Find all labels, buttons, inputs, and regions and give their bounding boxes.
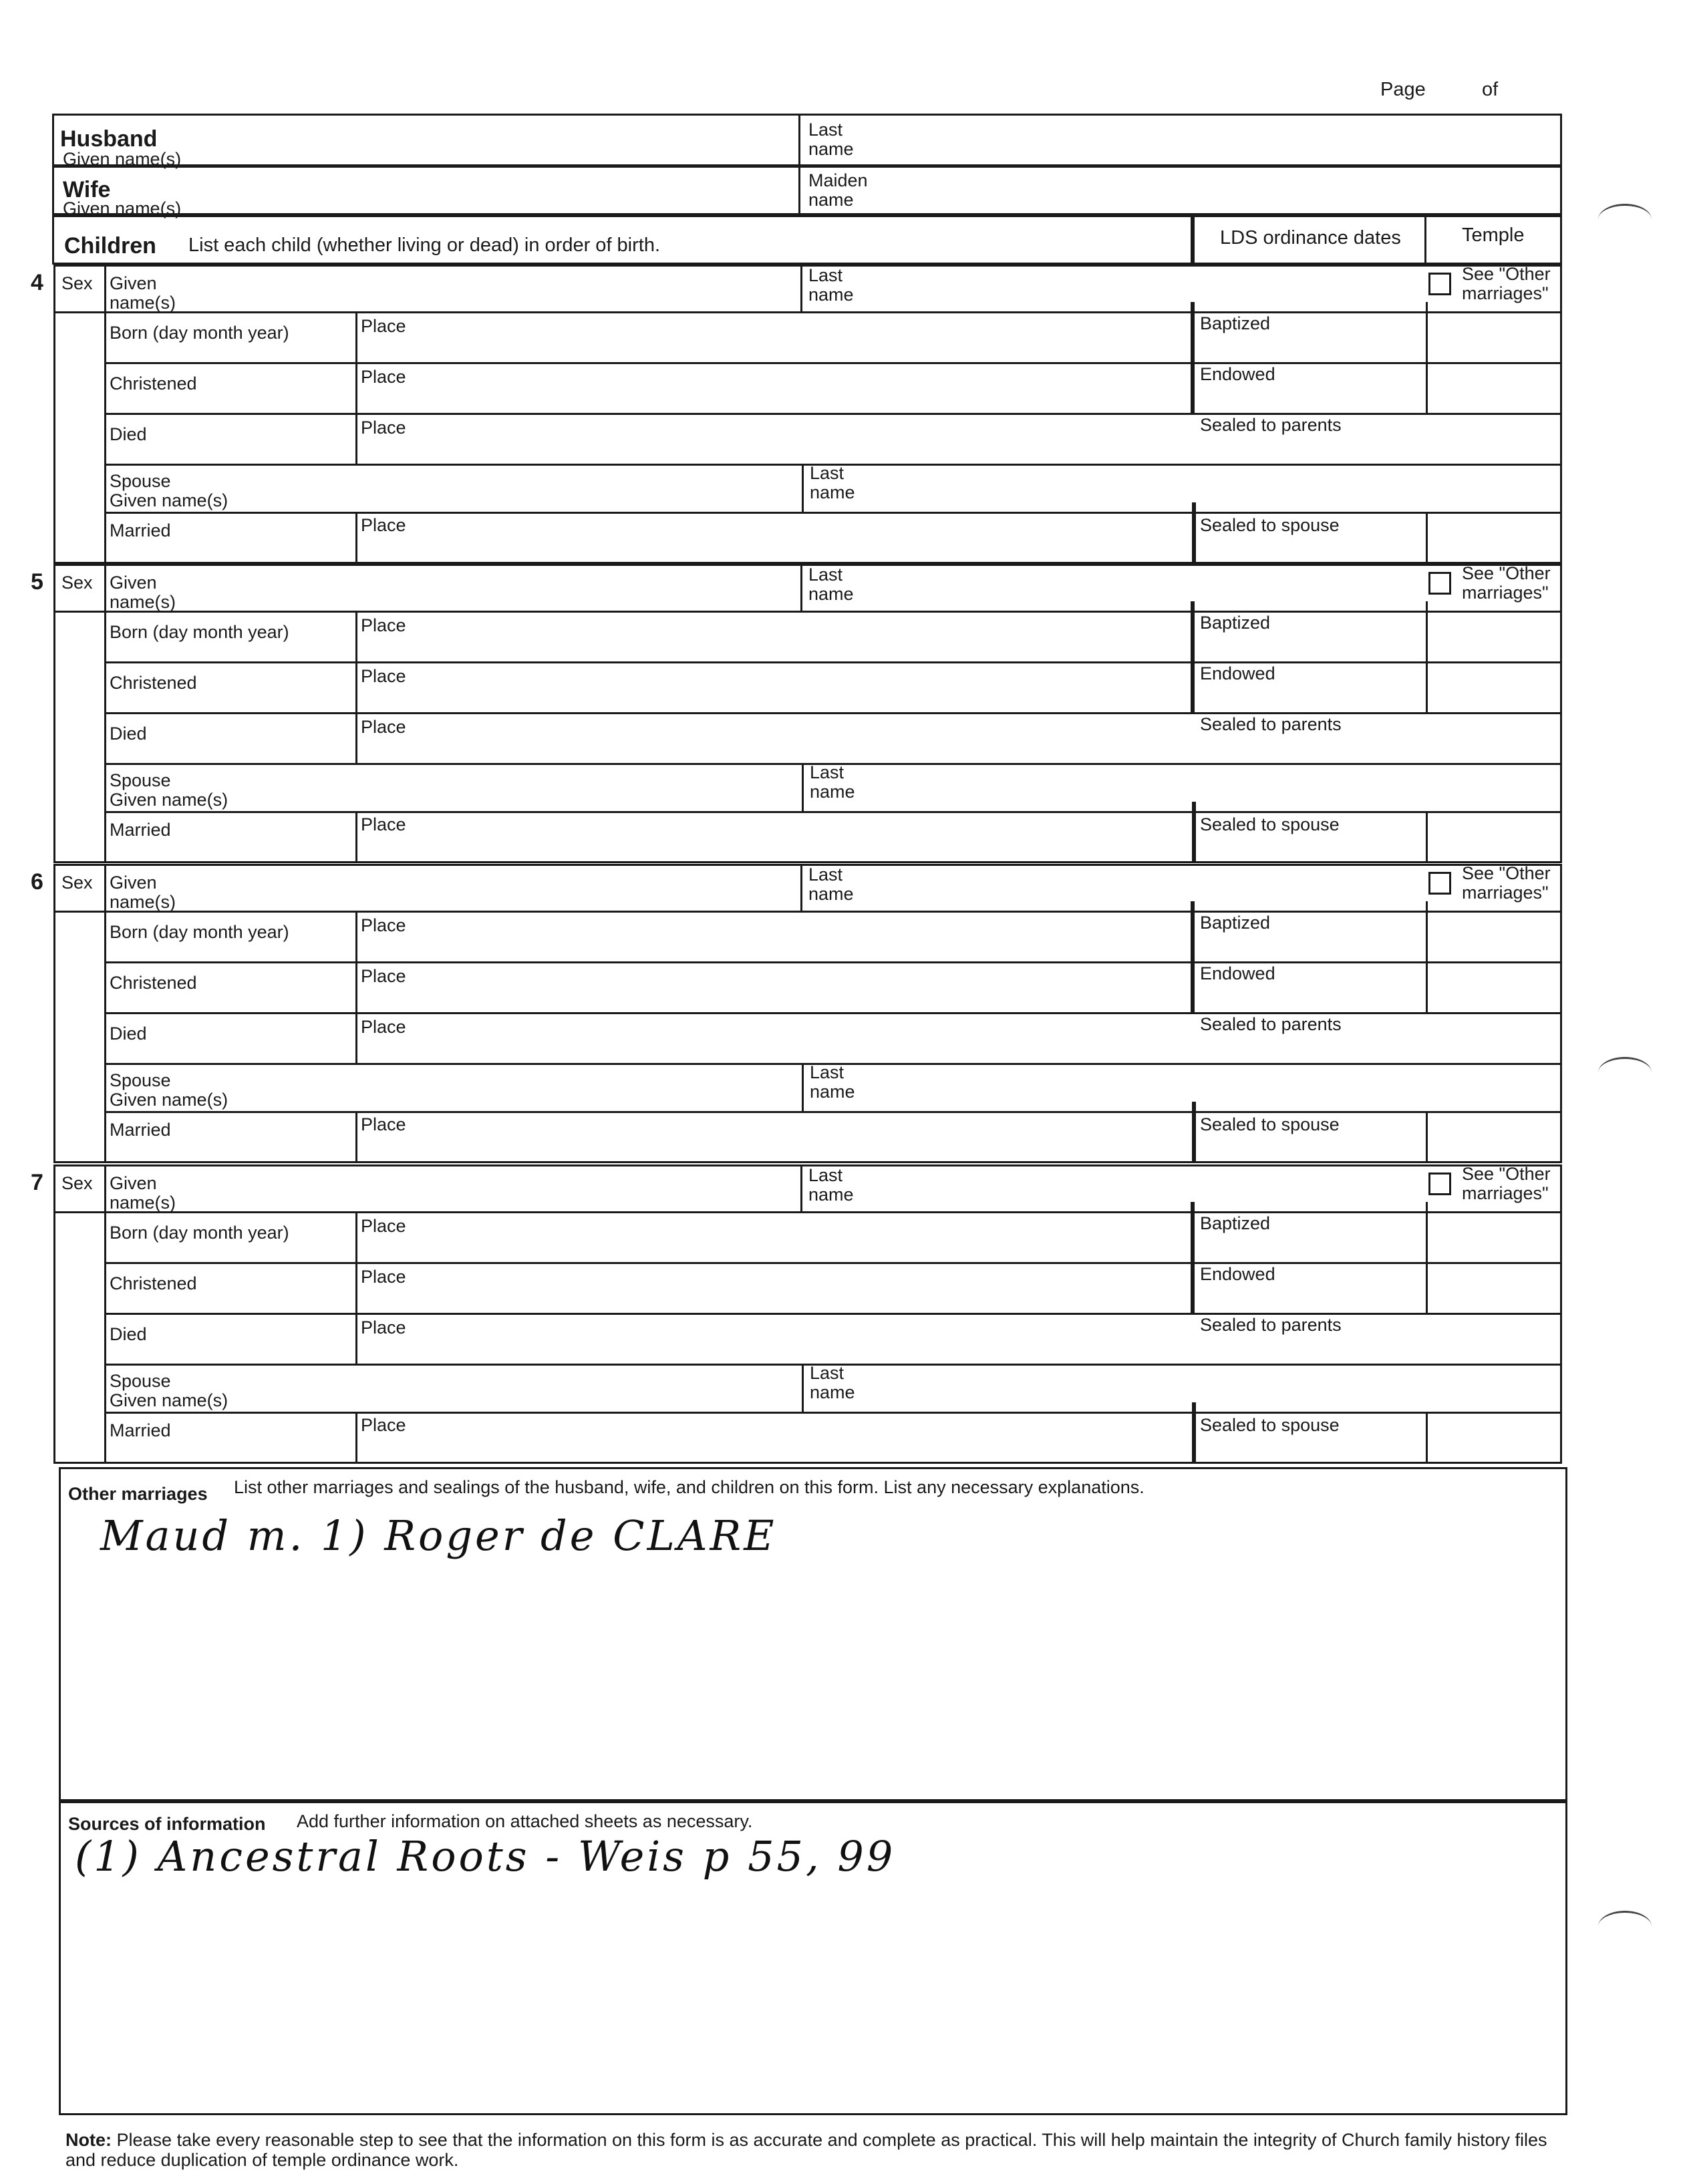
sealed-to-parents-label: Sealed to parents: [1200, 714, 1342, 734]
divider: [355, 1262, 357, 1313]
other-marriages-handwriting: Maud m. 1) Roger de CLARE: [100, 1511, 777, 1560]
sex-column-divider: [104, 864, 106, 1163]
given-name-label: Given name(s): [110, 1173, 176, 1213]
baptized-label: Baptized: [1200, 913, 1271, 933]
temple-column-divider: [1426, 1202, 1428, 1313]
row-divider: [53, 611, 1562, 613]
children-instructions: List each child (whether living or dead) in order of birth.: [188, 235, 661, 256]
child-number: 6: [31, 869, 43, 895]
child-number: 5: [31, 569, 43, 595]
died-label: Died: [110, 724, 147, 744]
christened-label: Christened: [110, 973, 197, 993]
divider: [355, 961, 357, 1012]
divider: [800, 864, 802, 911]
temple-header: Temple: [1462, 224, 1525, 246]
died-place-label: Place: [361, 1017, 406, 1037]
sources-handwriting: (1) Ancestral Roots - Weis p 55, 99: [75, 1832, 896, 1881]
sealed-to-spouse-label: Sealed to spouse: [1200, 515, 1340, 535]
wife-maiden-label: Maiden name: [808, 170, 868, 210]
divider: [802, 763, 804, 811]
given-name-label: Given name(s): [110, 573, 176, 612]
see-other-marriages-checkbox[interactable]: [1428, 572, 1451, 595]
sex-label: Sex: [61, 273, 93, 293]
divider: [355, 611, 357, 661]
born-place-label: Place: [361, 1216, 406, 1236]
divider: [800, 1164, 802, 1211]
died-place-label: Place: [361, 1317, 406, 1338]
sex-label: Sex: [61, 1173, 93, 1193]
born-label: Born (day month year): [110, 1223, 289, 1243]
christened-label: Christened: [110, 373, 197, 394]
row-divider: [104, 1313, 1562, 1315]
died-place-label: Place: [361, 418, 406, 438]
divider: [802, 464, 804, 512]
hole-punch-icon: [1598, 1057, 1652, 1088]
lds-column-divider: [1191, 901, 1195, 1012]
divider: [355, 1012, 357, 1063]
sealed-to-parents-label: Sealed to parents: [1200, 415, 1342, 435]
died-label: Died: [110, 424, 147, 444]
married-label: Married: [110, 520, 171, 540]
married-place-label: Place: [361, 1415, 406, 1435]
divider: [802, 1063, 804, 1111]
baptized-label: Baptized: [1200, 1213, 1271, 1233]
sealed-to-spouse-label: Sealed to spouse: [1200, 1114, 1340, 1134]
married-label: Married: [110, 1120, 171, 1140]
see-other-marriages-label: See "Other marriages": [1462, 1164, 1551, 1203]
lds-column-divider: [1192, 802, 1196, 863]
divider: [355, 413, 357, 464]
sealed-to-spouse-label: Sealed to spouse: [1200, 1415, 1340, 1435]
see-other-marriages-checkbox[interactable]: [1428, 273, 1451, 295]
row-divider: [104, 413, 1562, 415]
spouse-last-name-label: Last name: [810, 463, 855, 502]
see-other-marriages-label: See "Other marriages": [1462, 863, 1551, 903]
sex-column-divider: [104, 265, 106, 564]
see-other-marriages-checkbox[interactable]: [1428, 872, 1451, 895]
footer-note: [65, 2130, 1562, 2170]
row-divider: [104, 811, 1562, 813]
lds-column-divider: [1191, 601, 1195, 712]
last-name-label: Last name: [808, 265, 854, 305]
page-label: Page: [1380, 79, 1426, 100]
lds-column-divider: [1192, 1102, 1196, 1163]
row-divider: [104, 961, 1562, 963]
divider: [1424, 215, 1426, 265]
of-label: of: [1482, 79, 1499, 100]
child-number: 7: [31, 1170, 43, 1195]
born-place-label: Place: [361, 615, 406, 635]
row-divider: [104, 661, 1562, 663]
sex-column-divider: [104, 564, 106, 863]
endowed-label: Endowed: [1200, 663, 1275, 683]
row-divider: [104, 1262, 1562, 1264]
other-marriages-instructions: List other marriages and sealings of the husband, wife, and children on this form. List any necessary explanations.: [234, 1477, 1144, 1497]
died-label: Died: [110, 1024, 147, 1044]
baptized-label: Baptized: [1200, 613, 1271, 633]
row-divider: [53, 1211, 1562, 1213]
husband-label: Husband: [60, 126, 158, 152]
sex-column-divider: [104, 1164, 106, 1464]
endowed-label: Endowed: [1200, 963, 1275, 983]
divider: [355, 311, 357, 362]
divider: [355, 512, 357, 564]
last-name-label: Last name: [808, 1165, 854, 1205]
hole-punch-icon: [1598, 1911, 1652, 1942]
christened-label: Christened: [110, 673, 197, 693]
wife-label: Wife: [63, 177, 111, 202]
temple-column-divider: [1426, 601, 1428, 712]
row-divider: [104, 362, 1562, 364]
see-other-marriages-label: See "Other marriages": [1462, 563, 1551, 603]
spouse-label: Spouse Given name(s): [110, 471, 228, 510]
divider: [355, 911, 357, 961]
lds-column-divider: [1191, 302, 1195, 413]
lds-column-divider: [1192, 1402, 1196, 1464]
spouse-label: Spouse Given name(s): [110, 1371, 228, 1410]
divider: [52, 164, 1562, 168]
divider: [355, 712, 357, 763]
last-name-label: Last name: [808, 865, 854, 904]
lds-ordinance-header: LDS ordinance dates: [1220, 227, 1401, 249]
married-place-label: Place: [361, 1114, 406, 1134]
divider: [355, 811, 357, 863]
sealed-to-parents-label: Sealed to parents: [1200, 1315, 1342, 1335]
spouse-last-name-label: Last name: [810, 1062, 855, 1102]
baptized-label: Baptized: [1200, 313, 1271, 333]
temple-column-divider: [1426, 512, 1428, 564]
married-label: Married: [110, 1420, 171, 1440]
married-label: Married: [110, 820, 171, 840]
divider: [355, 1211, 357, 1262]
born-place-label: Place: [361, 316, 406, 336]
row-divider: [104, 1412, 1562, 1414]
sources-title: Sources of information: [68, 1814, 266, 1834]
sealed-to-parents-label: Sealed to parents: [1200, 1014, 1342, 1034]
note-text: Please take every reasonable step to see that the information on this form is as accurate and complete as practical. This will help maintain the integrity of Church family history files and reduce duplication of temple ordinance work.: [65, 2130, 1547, 2170]
spouse-label: Spouse Given name(s): [110, 1070, 228, 1110]
temple-column-divider: [1426, 1111, 1428, 1163]
lds-column-divider: [1192, 502, 1196, 564]
divider: [355, 661, 357, 712]
note-title: Note:: [65, 2130, 112, 2150]
divider: [355, 1111, 357, 1163]
spouse-last-name-label: Last name: [810, 762, 855, 802]
christened-place-label: Place: [361, 1267, 406, 1287]
born-label: Born (day month year): [110, 622, 289, 642]
other-marriages-title: Other marriages: [68, 1484, 208, 1504]
given-name-label: Given name(s): [110, 873, 176, 912]
divider: [802, 1364, 804, 1412]
divider: [798, 114, 800, 215]
row-divider: [104, 512, 1562, 514]
last-name-label: Last name: [808, 565, 854, 604]
endowed-label: Endowed: [1200, 364, 1275, 384]
divider: [355, 362, 357, 413]
died-place-label: Place: [361, 717, 406, 737]
sealed-to-spouse-label: Sealed to spouse: [1200, 814, 1340, 834]
temple-column-divider: [1426, 811, 1428, 863]
hole-punch-icon: [1598, 204, 1652, 235]
divider: [355, 1412, 357, 1464]
given-name-label: Given name(s): [110, 273, 176, 313]
christened-place-label: Place: [361, 666, 406, 686]
christened-place-label: Place: [361, 367, 406, 387]
row-divider: [104, 712, 1562, 714]
temple-column-divider: [1426, 1412, 1428, 1464]
lds-column-divider: [1191, 1202, 1195, 1313]
husband-given-label: Given name(s): [63, 149, 182, 169]
row-divider: [104, 1012, 1562, 1014]
christened-label: Christened: [110, 1273, 197, 1293]
child-number: 4: [31, 270, 43, 295]
spouse-last-name-label: Last name: [810, 1363, 855, 1402]
wife-given-label: Given name(s): [63, 198, 182, 218]
divider: [800, 265, 802, 311]
sex-label: Sex: [61, 573, 93, 593]
see-other-marriages-checkbox[interactable]: [1428, 1173, 1451, 1195]
born-label: Born (day month year): [110, 323, 289, 343]
died-label: Died: [110, 1324, 147, 1344]
temple-column-divider: [1426, 901, 1428, 1012]
temple-column-divider: [1426, 302, 1428, 413]
born-label: Born (day month year): [110, 922, 289, 942]
christened-place-label: Place: [361, 966, 406, 986]
born-place-label: Place: [361, 915, 406, 935]
row-divider: [53, 311, 1562, 313]
row-divider: [104, 1111, 1562, 1113]
divider: [1191, 215, 1195, 265]
married-place-label: Place: [361, 814, 406, 834]
married-place-label: Place: [361, 515, 406, 535]
children-title: Children: [64, 233, 156, 259]
husband-last-label: Last name: [808, 120, 854, 159]
divider: [355, 1313, 357, 1364]
spouse-label: Spouse Given name(s): [110, 770, 228, 810]
sex-label: Sex: [61, 873, 93, 893]
endowed-label: Endowed: [1200, 1264, 1275, 1284]
row-divider: [53, 911, 1562, 913]
divider: [800, 564, 802, 611]
see-other-marriages-label: See "Other marriages": [1462, 264, 1551, 303]
sources-instructions: Add further information on attached sheets as necessary.: [297, 1811, 753, 1831]
